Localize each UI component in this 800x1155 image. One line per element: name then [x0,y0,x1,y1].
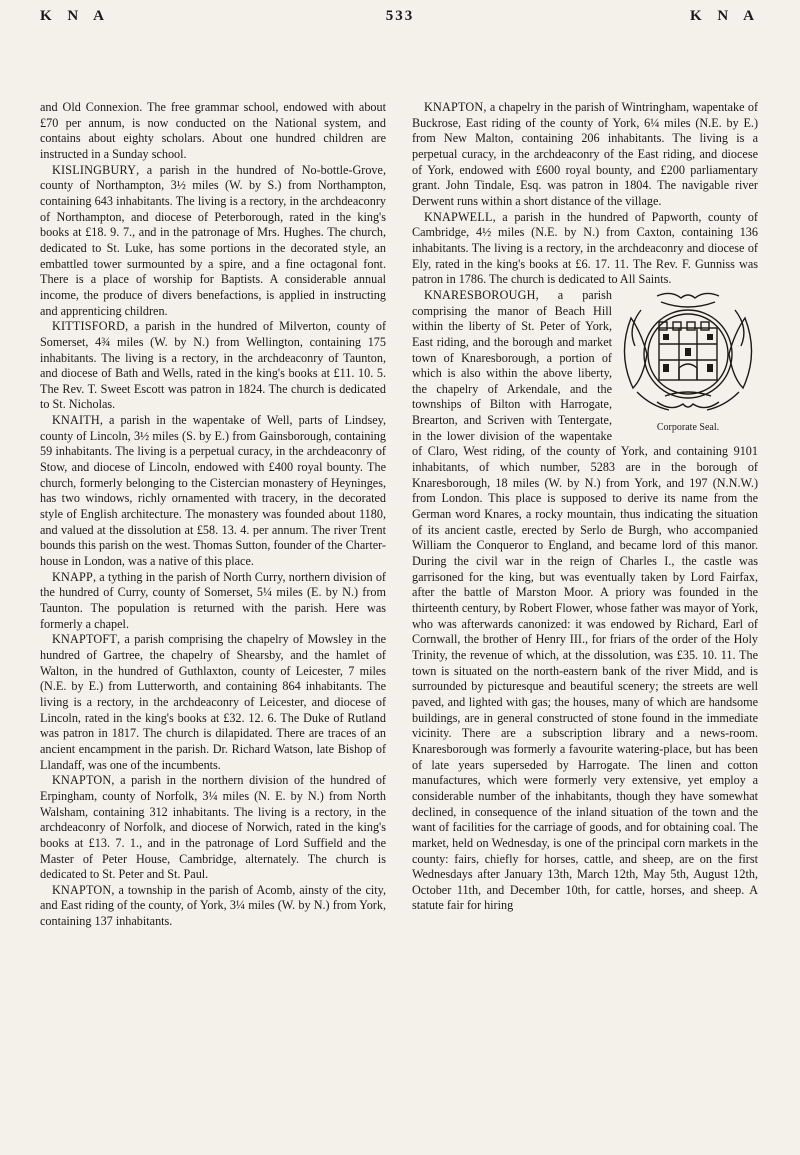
right-column [412,100,758,914]
entry-knapton-acomb [40,883,386,930]
entry-knaith [40,413,386,570]
entry-kittisford [40,319,386,413]
entry-knapton-norfolk [40,773,386,883]
entry-knaptoft [40,632,386,773]
header-left-guide: K N A [40,8,111,24]
header-right-guide: K N A [689,8,760,24]
entry-body: , a parish in the hundred of Milverton, county of Somerset, 4¾ miles (W. by N.) from Wellington, containing 175 inhabitants. The living is a rectory, in the archdeaconry of Taunton, and diocese of Bath and Wells, rated in the king's books at £11. 10. 5. The Rev. T. Sweet Escott was patron in 1824. The church is dedicated to St. Nicholas. [40,319,386,412]
corporate-seal-icon [621,288,755,420]
entry-knapton-wintringham [412,100,758,210]
entry-body: , a township in the parish of Acomb, ainsty of the city, and East riding of the county, of York, 3¼ miles (W. by N.) from York, containing 137 inhabitants. [40,882,386,929]
page-number: 533 [385,8,415,24]
entry-body: , a parish in the wapentake of Well, parts of Lindsey, county of Lincoln, 3½ miles (S. by E.) from Gainsborough, containing 59 inhabitants. The living is a perpetual curacy, in the archdeaconry of Stow, and diocese of Lincoln, endowed with £400 royal bounty. The church, formerly belonging to the Cistercian monastery of Heyninges, has two windows, richly ornamented with tracery, in the decorated style of English architecture. The monastery was founded about 1180, and valued at the dissolution at £58. 13. 4. per annum. The river Trent bounds this parish on the west. Thomas Sutton, founder of the Charter-house in London, was a native of this place. [40,413,386,569]
entry-headword: KNAPTOFT [52,632,118,647]
entry-headword: KITTISFORD [52,319,126,334]
seal-caption: Corporate Seal. [656,421,720,433]
entry-body: , a parish comprising the chapelry of Mowsley in the hundred of Gartree, the chapelry of Shearsby, and the hamlet of Walton, in the hundred of Guthlaxton, county of Leicester, 7 miles (N.E. by E.) from Lutterworth, and containing 864 inhabitants. The living is a rectory, in the archdeaconry of Leicester, and diocese of Lincoln, rated in the king's books at £32. 12. 6. The Duke of Rutland was patron in 1817. The church is dilapidated. There are traces of an ancient encampment in the parish. Dr. Richard Watson, late Bishop of Llandaff, was one of the incumbents. [40,632,386,772]
corporate-seal-figure [618,288,758,438]
entry-body: , a tything in the parish of North Curry, northern division of the hundred of Curry, county of Somerset, 5¼ miles (E. by N.) from Taunton. The population is returned with the parish. Here was formerly a chapel. [40,569,386,631]
entry-body: , a parish in the hundred of Papworth, county of Cambridge, 4½ miles (N.E. by N.) from Caxton, containing 136 inhabitants. The living is a rectory, in the archdeaconry and diocese of Ely, rated in the king's books at £6. 17. 11. The Rev. F. Gunniss was patron in 1786. The church is dedicated to All Saints. [412,209,758,287]
entry-headword: KNAITH [52,413,100,428]
entry-body: , a parish in the northern division of the hundred of Erpingham, county of Norfolk, 3¼ miles (N. E. by N.) from North Walsham, containing 312 inhabitants. The living is a rectory, in the archdeaconry of Norfolk, and diocese of Norwich, rated in the king's books at £13. 7. 1., and in the patronage of Lord Suffield and the Master of Peter House, Cambridge, alternately. The church is dedicated to St. Peter and St. Paul. [40,773,386,882]
entry-headword: KNAPTON [52,882,112,897]
entry-headword: KNARESBOROUGH [424,287,536,302]
entry-body: , a parish comprising the manor of Beach Hill within the liberty of St. Peter of York, East riding, and the borough and market town of Knaresborough, a portion of which is also within the above liberty, the chapelry of Arkendale, and the townships of Bilton with Harrogate, Brearton, and Scriven with Tentergate, in the lower division of the wapentake of Claro, West riding, of the county of York, and containing 9101 inhabitants, of which number, 5283 are in the borough of Knaresborough, 18 miles (W. by N.) from York, and 197 (N.N.W.) from London. This place is supposed to derive its name from the German word Knares, a rocky mountain, thus indicating the situation of its ancient castle, erected by Serlo de Burgh, who accompanied William the Conqueror to England, and became lord of this manor. During the civil war in the reign of Charles I., the castle was garrisoned for the king, but was eventually taken by Lord Fairfax, after the battle of Marston Moor. A priory was founded in the thirteenth century, by Robert Flower, whose father was mayor of York, who was afterwards canonized: it was endowed by Richard, Earl of Cornwall, the brother of Henry III., for friars of the order of the Holy Trinity, the revenue of which, at the dissolution, was £35. 10. 11. The town is situated on the north-eastern bank of the river Midd, and is surrounded by picturesque and beautiful scenery; the streets are well paved, and lighted with gas; the houses, many of which are handsome buildings, are in general constructed of stone found in the immediate vicinity. There are a subscription library and a news-room. Knaresborough was formerly a favourite watering-place, but has been of late years superseded by Harrogate. The linen and cotton manufactures, which were formerly very extensive, yet employ a considerable number of the inhabitants, though they have somewhat declined, in consequence of the inland situation of the town and the want of facilities for the carriage of goods, and for obtaining coal. The market, held on Wednesday, is one of the principal corn markets in the county: fairs, chiefly for horses, cattle, and sheep, are on the first Wednesdays after January 13th, March 12th, May 5th, August 12th, October 11th, and December 10th, for cattle, horses, and sheep. A statute fair for hiring [412,287,758,913]
entry-body: , a parish in the hundred of No-bottle-Grove, county of Northampton, 3½ miles (W. by S.) from Northampton, containing 643 inhabitants. The living is a rectory, in the archdeaconry of Northampton, and diocese of Peterborough, rated in the king's books at £18. 9. 7., and in the patronage of Mrs. Hughes. The church, dedicated to St. Luke, has some portions in the decorated style, an embattled tower surmounted by a spire, and a fine octagonal font. There is a place of worship for Baptists. A considerable annual income, the produce of divers benefactions, is applied in instructing and apprenticing children. [40,162,386,318]
running-header [40,8,760,32]
entry-knapp [40,570,386,633]
left-column [40,100,386,930]
entry-headword: KNAPP [52,569,93,584]
entry-headword: KNAPTON [424,100,484,114]
entry-headword: KNAPWELL [424,209,493,224]
entry-body: , a chapelry in the parish of Wintringham, wapentake of Buckrose, East riding of the county of York, 6¼ miles (N.E. by E.) from New Malton, containing 206 inhabitants. The living is a perpetual curacy, in the archdeaconry of the East riding, and diocese of York, endowed with £600 royal bounty, and £200 parliamentary grant. John Tindale, Esq. was patron in 1804. The navigable river Derwent runs within a short distance of the village. [412,100,758,208]
entry-kislingbury [40,163,386,320]
entry-headword: KNAPTON [52,773,112,788]
entry-headword: KISLINGBURY [52,162,137,177]
entry-continuation: and Old Connexion. The free grammar school, endowed with about £70 per annum, is now conducted on the National system, and contains about eighty scholars. About one hundred children are instructed in a Sunday school. [40,100,386,161]
entry-knapwell [412,210,758,288]
